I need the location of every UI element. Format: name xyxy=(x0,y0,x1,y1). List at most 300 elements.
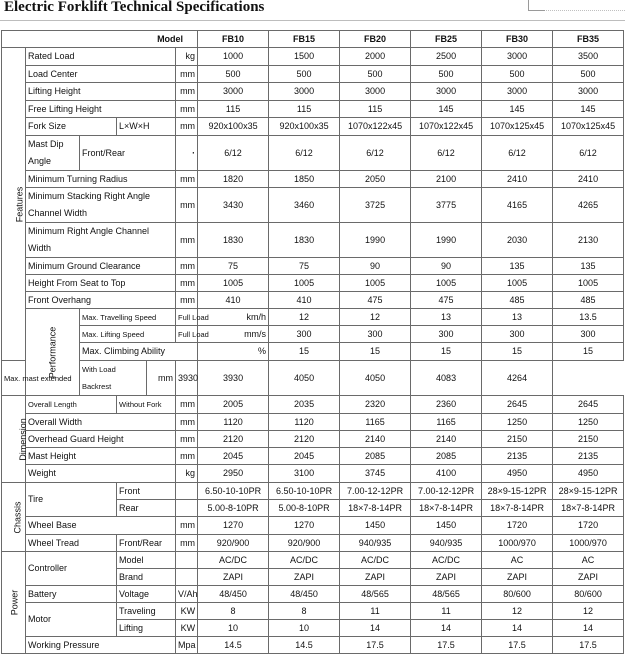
value-cell: 4264 xyxy=(482,361,553,396)
row-unit: mm xyxy=(176,171,198,188)
value-cell: 11 xyxy=(411,603,482,620)
row-unit: mm xyxy=(176,188,198,223)
value-cell: 6/12 xyxy=(411,136,482,171)
value-cell: 75 xyxy=(198,258,269,275)
value-cell: 3000 xyxy=(340,83,411,101)
value-cell: 1720 xyxy=(482,517,553,535)
value-cell: 17.5 xyxy=(553,637,624,654)
row-unit: kg xyxy=(176,465,198,483)
row-sublabel: With Load Backrest xyxy=(80,361,147,396)
row-label: Wheel Tread xyxy=(26,535,117,552)
row-unit: mm xyxy=(147,361,176,396)
row-unit xyxy=(176,483,198,500)
spec-table xyxy=(1,30,624,654)
row-label: Minimum Right Angle Channel Width xyxy=(26,223,176,258)
value-cell: AC xyxy=(482,552,553,569)
value-cell: 1850 xyxy=(269,171,340,188)
value-cell: 6/12 xyxy=(553,136,624,171)
value-cell: ZAPI xyxy=(198,569,269,586)
value-cell: AC/DC xyxy=(269,552,340,569)
section-label: Dimension xyxy=(17,417,28,461)
value-cell: 1450 xyxy=(411,517,482,535)
row-sublabel: Without Fork xyxy=(117,396,176,414)
value-cell: 80/600 xyxy=(482,586,553,603)
value-cell: 500 xyxy=(269,66,340,83)
table-row xyxy=(2,465,624,483)
value-cell: 12 xyxy=(340,309,411,326)
value-cell: 14 xyxy=(411,620,482,637)
value-cell: 18×7-8-14PR xyxy=(553,500,624,517)
page-corner-dash xyxy=(546,10,625,11)
value-cell: 3775 xyxy=(411,188,482,223)
value-cell: 6.50-10-10PR xyxy=(269,483,340,500)
value-cell: 15 xyxy=(269,343,340,361)
value-cell: 2035 xyxy=(269,396,340,414)
table-row xyxy=(2,118,624,136)
value-cell: 2005 xyxy=(198,396,269,414)
value-cell: 485 xyxy=(553,292,624,309)
value-cell: 2645 xyxy=(553,396,624,414)
value-cell: 90 xyxy=(340,258,411,275)
value-cell: 2950 xyxy=(198,465,269,483)
value-cell: 6/12 xyxy=(269,136,340,171)
value-cell: 2045 xyxy=(269,448,340,465)
value-cell: 1070x122x45 xyxy=(340,118,411,136)
value-cell: 2140 xyxy=(411,431,482,448)
row-label: Minimum Turning Radius xyxy=(26,171,176,188)
value-cell: 4050 xyxy=(269,361,340,396)
value-cell: 2135 xyxy=(482,448,553,465)
row-sublabel: Front xyxy=(117,483,176,500)
table-row xyxy=(2,431,624,448)
row-sublabel: Full Load xyxy=(176,326,198,343)
value-cell: 2000 xyxy=(340,48,411,66)
value-cell: AC/DC xyxy=(411,552,482,569)
value-cell: 28×9-15-12PR xyxy=(553,483,624,500)
section-label: Chassis xyxy=(12,500,23,534)
value-cell: 1720 xyxy=(553,517,624,535)
value-cell: 6.50-10-10PR xyxy=(198,483,269,500)
value-cell: 8 xyxy=(198,603,269,620)
row-label: Max. mast extended xyxy=(2,361,80,396)
value-cell: 2120 xyxy=(198,431,269,448)
table-row xyxy=(2,136,624,171)
value-cell: 14.5 xyxy=(198,637,269,654)
value-cell: 18×7-8-14PR xyxy=(340,500,411,517)
row-unit: mm xyxy=(176,292,198,309)
row-unit: · xyxy=(176,136,198,171)
row-label: Lifting Height xyxy=(26,83,176,101)
value-cell: 300 xyxy=(269,326,340,343)
value-cell: 475 xyxy=(340,292,411,309)
value-cell: 2410 xyxy=(482,171,553,188)
value-cell: 3000 xyxy=(482,83,553,101)
value-cell: 2030 xyxy=(482,223,553,258)
table-row xyxy=(2,83,624,101)
value-cell: 15 xyxy=(411,343,482,361)
value-cell: 920x100x35 xyxy=(198,118,269,136)
value-cell: 12 xyxy=(482,603,553,620)
table-row xyxy=(2,171,624,188)
table-row xyxy=(2,361,624,396)
value-cell: 1990 xyxy=(340,223,411,258)
value-cell: 17.5 xyxy=(482,637,553,654)
value-cell: 18×7-8-14PR xyxy=(411,500,482,517)
value-cell: 3745 xyxy=(340,465,411,483)
row-unit: mm xyxy=(176,431,198,448)
value-cell: 1270 xyxy=(198,517,269,535)
value-cell: 115 xyxy=(269,101,340,118)
value-cell: 1005 xyxy=(482,275,553,292)
table-row xyxy=(2,517,624,535)
value-cell: 475 xyxy=(411,292,482,309)
row-label: Weight xyxy=(26,465,176,483)
value-cell: 4950 xyxy=(553,465,624,483)
value-cell: 12 xyxy=(269,309,340,326)
table-row xyxy=(2,48,624,66)
row-label: Max. Travelling Speed xyxy=(80,309,176,326)
title-divider xyxy=(0,20,625,21)
row-sublabel: Front/Rear xyxy=(80,136,176,171)
value-cell: 3000 xyxy=(198,83,269,101)
section-label: Power xyxy=(9,589,20,616)
row-label: Free Lifting Height xyxy=(26,101,176,118)
row-unit xyxy=(176,500,198,517)
row-sublabel: Voltage xyxy=(117,586,176,603)
value-cell: 920x100x35 xyxy=(269,118,340,136)
value-cell: 2150 xyxy=(553,431,624,448)
table-row xyxy=(2,101,624,118)
value-cell: 4950 xyxy=(482,465,553,483)
model-header-fb30: FB30 xyxy=(482,31,553,48)
value-cell: 75 xyxy=(269,258,340,275)
value-cell: 3000 xyxy=(482,48,553,66)
value-cell: 1120 xyxy=(198,414,269,431)
value-cell: 28×9-15-12PR xyxy=(482,483,553,500)
value-cell: 410 xyxy=(269,292,340,309)
value-cell: 2410 xyxy=(553,171,624,188)
row-label: Motor xyxy=(26,603,117,637)
model-header-fb10: FB10 xyxy=(198,31,269,48)
row-label: Wheel Base xyxy=(26,517,176,535)
value-cell: 4165 xyxy=(482,188,553,223)
value-cell: 5.00-8-10PR xyxy=(269,500,340,517)
row-unit: mm xyxy=(176,66,198,83)
value-cell: 1070x125x45 xyxy=(553,118,624,136)
value-cell: 14 xyxy=(482,620,553,637)
value-cell: 12 xyxy=(553,603,624,620)
table-header-row xyxy=(2,31,624,48)
value-cell: 1005 xyxy=(198,275,269,292)
value-cell: 500 xyxy=(553,66,624,83)
row-label: Mast Height xyxy=(26,448,176,465)
value-cell: 1000/970 xyxy=(553,535,624,552)
value-cell: 7.00-12-12PR xyxy=(411,483,482,500)
value-cell: 1165 xyxy=(340,414,411,431)
value-cell: 1250 xyxy=(553,414,624,431)
table-row xyxy=(2,275,624,292)
table-row xyxy=(2,188,624,223)
value-cell: 90 xyxy=(411,258,482,275)
value-cell: 1450 xyxy=(340,517,411,535)
value-cell: 6/12 xyxy=(198,136,269,171)
value-cell: 485 xyxy=(482,292,553,309)
value-cell: 300 xyxy=(411,326,482,343)
row-unit: km/h xyxy=(198,309,269,326)
value-cell: 11 xyxy=(340,603,411,620)
row-unit: mm xyxy=(176,396,198,414)
row-label: Mast Dip Angle xyxy=(26,136,80,171)
value-cell: 410 xyxy=(198,292,269,309)
value-cell: 13.5 xyxy=(553,309,624,326)
row-unit: mm xyxy=(176,517,198,535)
row-label: Overall Length xyxy=(26,396,117,414)
row-unit: mm/s xyxy=(198,326,269,343)
row-label: Controller xyxy=(26,552,117,586)
value-cell: 3000 xyxy=(411,83,482,101)
row-label: Rated Load xyxy=(26,48,176,66)
row-unit: mm xyxy=(176,448,198,465)
value-cell: 2085 xyxy=(411,448,482,465)
row-unit xyxy=(176,569,198,586)
value-cell: 1070x122x45 xyxy=(411,118,482,136)
value-cell: AC xyxy=(553,552,624,569)
value-cell: 4083 xyxy=(411,361,482,396)
row-label: Battery xyxy=(26,586,117,603)
value-cell: 115 xyxy=(198,101,269,118)
value-cell: ZAPI xyxy=(553,569,624,586)
value-cell: 4100 xyxy=(411,465,482,483)
row-label: Overhead Guard Height xyxy=(26,431,176,448)
value-cell: 48/450 xyxy=(198,586,269,603)
table-row xyxy=(2,66,624,83)
table-row xyxy=(2,396,624,414)
value-cell: 80/600 xyxy=(553,586,624,603)
value-cell: 17.5 xyxy=(340,637,411,654)
value-cell: 1500 xyxy=(269,48,340,66)
row-unit: mm xyxy=(176,118,198,136)
value-cell: 2130 xyxy=(553,223,624,258)
value-cell: 1000 xyxy=(198,48,269,66)
table-row xyxy=(2,586,624,603)
row-unit: KW xyxy=(176,620,198,637)
row-label: Overall Width xyxy=(26,414,176,431)
value-cell: 18×7-8-14PR xyxy=(482,500,553,517)
value-cell: AC/DC xyxy=(340,552,411,569)
model-header-fb35: FB35 xyxy=(553,31,624,48)
row-unit: mm xyxy=(176,535,198,552)
section-chassis-cell xyxy=(2,483,26,552)
model-header-fb15: FB15 xyxy=(269,31,340,48)
value-cell: ZAPI xyxy=(482,569,553,586)
value-cell: 2045 xyxy=(198,448,269,465)
value-cell: 3100 xyxy=(269,465,340,483)
table-row xyxy=(2,603,624,620)
value-cell: 145 xyxy=(553,101,624,118)
value-cell: 14 xyxy=(553,620,624,637)
value-cell: 48/565 xyxy=(411,586,482,603)
value-cell: 1990 xyxy=(411,223,482,258)
value-cell: 300 xyxy=(482,326,553,343)
value-cell: 2085 xyxy=(340,448,411,465)
row-unit: mm xyxy=(176,83,198,101)
row-unit: % xyxy=(198,343,269,361)
row-unit: mm xyxy=(176,414,198,431)
row-sublabel: Model xyxy=(117,552,176,569)
value-cell: 4265 xyxy=(553,188,624,223)
value-cell: AC/DC xyxy=(198,552,269,569)
value-cell: 500 xyxy=(340,66,411,83)
row-label: Max. Climbing Ability xyxy=(80,343,198,361)
value-cell: 3500 xyxy=(553,48,624,66)
value-cell: 920/900 xyxy=(198,535,269,552)
value-cell: 3930 xyxy=(198,361,269,396)
section-features-cell xyxy=(2,48,26,361)
value-cell: 14.5 xyxy=(269,637,340,654)
value-cell: 940/935 xyxy=(411,535,482,552)
row-label: Max. Lifting Speed xyxy=(80,326,176,343)
model-header-cell: Model xyxy=(2,31,198,48)
value-cell: 2135 xyxy=(553,448,624,465)
value-cell: 1165 xyxy=(411,414,482,431)
row-unit: mm xyxy=(176,258,198,275)
value-cell: 1830 xyxy=(198,223,269,258)
row-unit: KW xyxy=(176,603,198,620)
table-row xyxy=(2,326,624,343)
value-cell: 17.5 xyxy=(411,637,482,654)
value-cell: 1830 xyxy=(269,223,340,258)
value-cell: ZAPI xyxy=(269,569,340,586)
value-cell: 145 xyxy=(482,101,553,118)
value-cell: 500 xyxy=(198,66,269,83)
value-cell: 500 xyxy=(482,66,553,83)
row-sublabel: Traveling xyxy=(117,603,176,620)
value-cell: 1820 xyxy=(198,171,269,188)
row-sublabel: Front/Rear xyxy=(117,535,176,552)
row-label: Front Overhang xyxy=(26,292,176,309)
row-unit: V/Ah xyxy=(176,586,198,603)
row-label: Minimum Stacking Right Angle Channel Width xyxy=(26,188,176,223)
value-cell: 2645 xyxy=(482,396,553,414)
table-row xyxy=(2,414,624,431)
value-cell: 940/935 xyxy=(340,535,411,552)
table-row xyxy=(2,535,624,552)
value-cell: 8 xyxy=(269,603,340,620)
value-cell: 48/565 xyxy=(340,586,411,603)
value-cell: 14 xyxy=(340,620,411,637)
value-cell: 2140 xyxy=(340,431,411,448)
table-row xyxy=(2,637,624,654)
row-label: Fork Size xyxy=(26,118,117,136)
table-row xyxy=(2,552,624,569)
value-cell: 1005 xyxy=(340,275,411,292)
value-cell: 920/900 xyxy=(269,535,340,552)
value-cell: 4050 xyxy=(340,361,411,396)
value-cell: 1005 xyxy=(269,275,340,292)
value-cell: ZAPI xyxy=(411,569,482,586)
row-sublabel: Lifting xyxy=(117,620,176,637)
value-cell: 1000/970 xyxy=(482,535,553,552)
section-dimension-cell xyxy=(2,396,26,483)
value-cell: 3930 xyxy=(176,361,198,396)
value-cell: 2120 xyxy=(269,431,340,448)
value-cell: 3000 xyxy=(269,83,340,101)
value-cell: 6/12 xyxy=(340,136,411,171)
value-cell: 10 xyxy=(198,620,269,637)
value-cell: 5.00-8-10PR xyxy=(198,500,269,517)
value-cell: 1120 xyxy=(269,414,340,431)
section-label: Features xyxy=(14,186,25,222)
value-cell: 2100 xyxy=(411,171,482,188)
row-label: Tire xyxy=(26,483,117,517)
row-sublabel: Brand xyxy=(117,569,176,586)
value-cell: 500 xyxy=(411,66,482,83)
value-cell: 1270 xyxy=(269,517,340,535)
value-cell: 1250 xyxy=(482,414,553,431)
value-cell: 3460 xyxy=(269,188,340,223)
value-cell: 2500 xyxy=(411,48,482,66)
row-unit: Mpa xyxy=(176,637,198,654)
value-cell: 2050 xyxy=(340,171,411,188)
value-cell: 15 xyxy=(553,343,624,361)
value-cell: 13 xyxy=(411,309,482,326)
value-cell: 135 xyxy=(553,258,624,275)
value-cell: 135 xyxy=(482,258,553,275)
page-title: Electric Forklift Technical Specifications xyxy=(4,0,265,15)
value-cell: 10 xyxy=(269,620,340,637)
value-cell: 13 xyxy=(482,309,553,326)
value-cell: 15 xyxy=(482,343,553,361)
value-cell: 2320 xyxy=(340,396,411,414)
value-cell: 3000 xyxy=(553,83,624,101)
row-label: Load Center xyxy=(26,66,176,83)
table-row xyxy=(2,448,624,465)
value-cell: ZAPI xyxy=(340,569,411,586)
value-cell: 300 xyxy=(553,326,624,343)
value-cell: 3725 xyxy=(340,188,411,223)
row-label: Minimum Ground Clearance xyxy=(26,258,176,275)
model-header-fb25: FB25 xyxy=(411,31,482,48)
value-cell: 1005 xyxy=(411,275,482,292)
row-sublabel: Rear xyxy=(117,500,176,517)
row-unit: mm xyxy=(176,101,198,118)
row-label: Working Pressure xyxy=(26,637,176,654)
value-cell: 1070x125x45 xyxy=(482,118,553,136)
value-cell: 2360 xyxy=(411,396,482,414)
value-cell: 2150 xyxy=(482,431,553,448)
table-row xyxy=(2,292,624,309)
row-label: Height From Seat to Top xyxy=(26,275,176,292)
table-row xyxy=(2,343,624,361)
model-header-fb20: FB20 xyxy=(340,31,411,48)
table-row xyxy=(2,258,624,275)
row-unit: mm xyxy=(176,223,198,258)
value-cell: 145 xyxy=(411,101,482,118)
table-row xyxy=(2,223,624,258)
value-cell: 48/450 xyxy=(269,586,340,603)
row-sublabel: L×W×H xyxy=(117,118,176,136)
value-cell: 7.00-12-12PR xyxy=(340,483,411,500)
table-row xyxy=(2,483,624,500)
value-cell: 15 xyxy=(340,343,411,361)
row-sublabel: Full Load xyxy=(176,309,198,326)
row-unit: mm xyxy=(176,275,198,292)
value-cell: 6/12 xyxy=(482,136,553,171)
table-row xyxy=(2,309,624,326)
value-cell: 300 xyxy=(340,326,411,343)
row-unit: kg xyxy=(176,48,198,66)
section-label: Performance xyxy=(47,326,57,378)
